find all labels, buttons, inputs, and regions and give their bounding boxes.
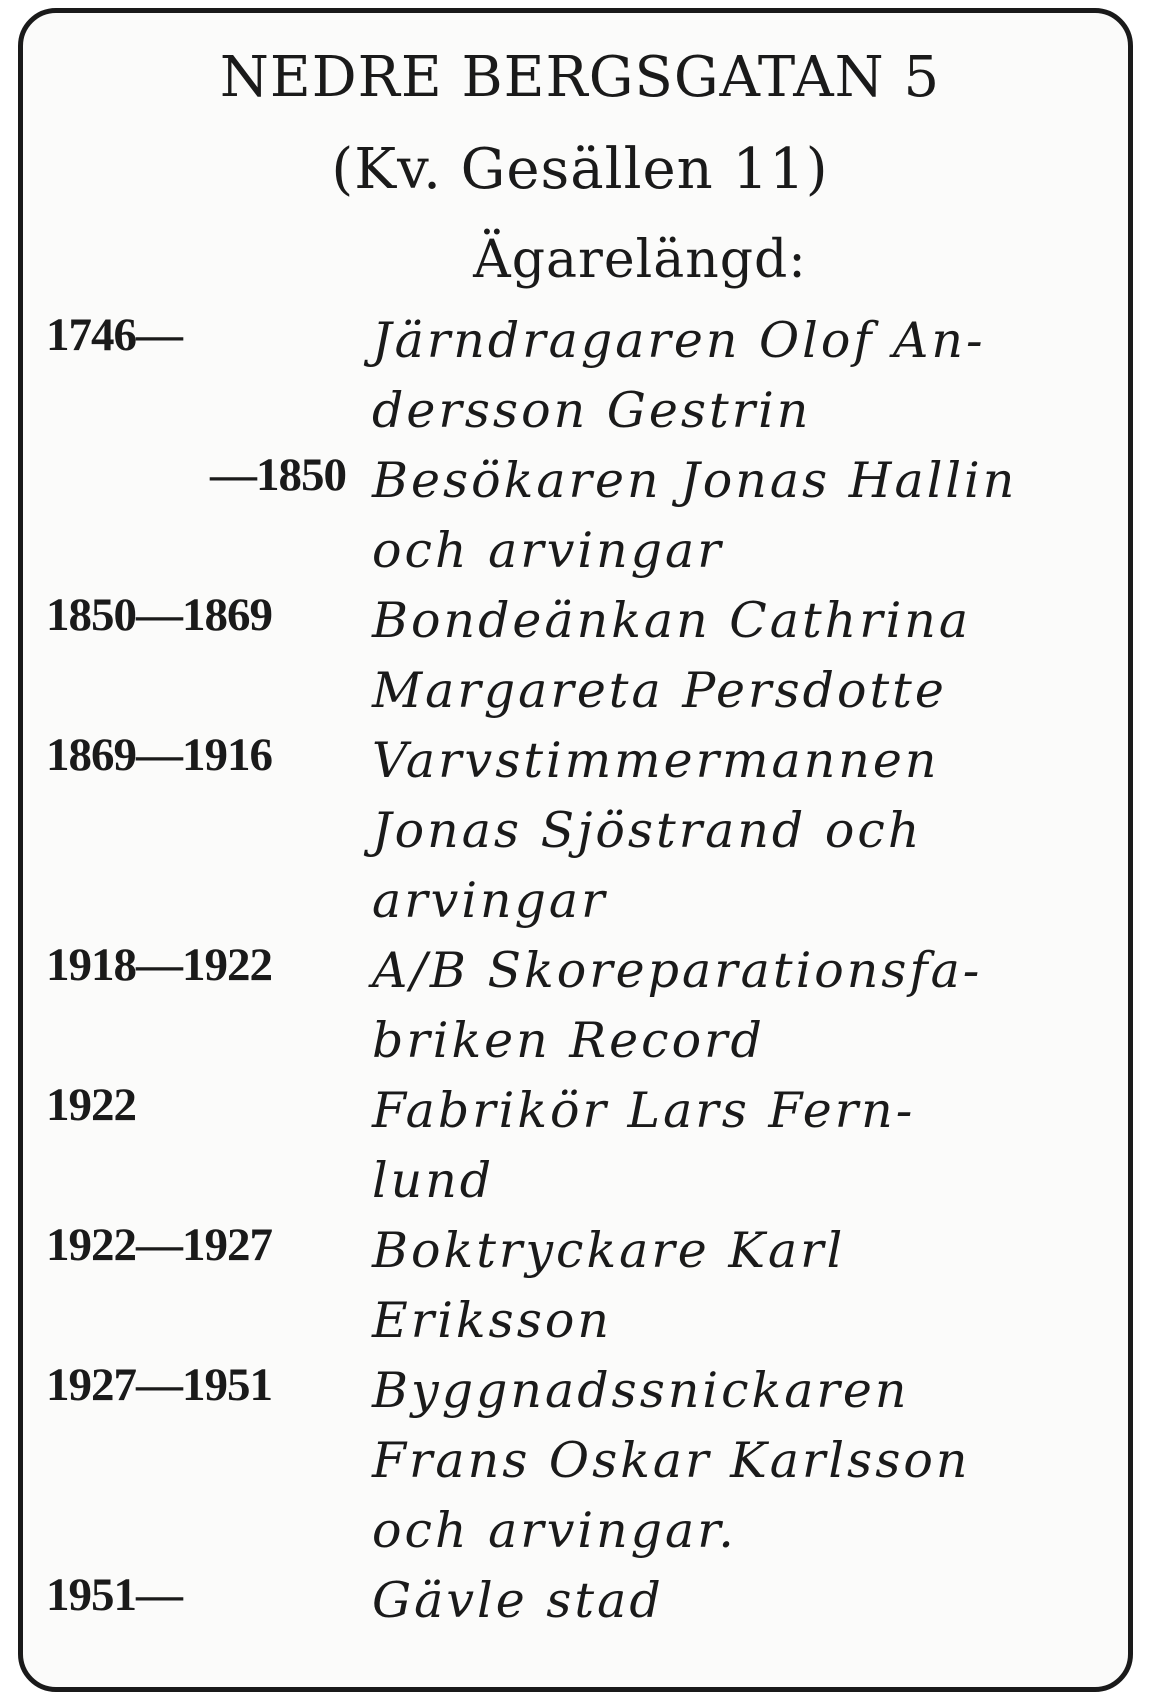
entry-years: 1951— bbox=[46, 1569, 182, 1621]
list-item bbox=[0, 586, 1160, 726]
page-title: NEDRE BERGSGATAN 5 bbox=[219, 45, 941, 110]
list-item bbox=[0, 446, 1160, 586]
entry-years: 1922—1927 bbox=[46, 1219, 272, 1271]
entry-years: 1922 bbox=[46, 1079, 136, 1131]
entry-owner: Besökaren Jonas Hallin och arvingar bbox=[372, 452, 1018, 579]
entry-owner: Boktryckare Karl Eriksson bbox=[372, 1222, 846, 1349]
entry-years: 1850—1869 bbox=[46, 589, 272, 641]
list-item bbox=[0, 1076, 1160, 1216]
list-item bbox=[0, 936, 1160, 1076]
entry-owner: Byggnadssnickaren Frans Oskar Karlsson och arvingar. bbox=[372, 1362, 971, 1559]
list-item bbox=[0, 306, 1160, 446]
entry-owner: Fabrikör Lars Fern- lund bbox=[372, 1082, 916, 1209]
list-item bbox=[0, 1216, 1160, 1356]
list-item bbox=[0, 1356, 1160, 1566]
entry-years: —1850 bbox=[210, 449, 346, 501]
entry-years: 1746— bbox=[46, 309, 182, 361]
page-subtitle: (Kv. Gesällen 11) bbox=[331, 137, 829, 202]
list-item bbox=[0, 726, 1160, 936]
entry-owner: Gävle stad bbox=[372, 1572, 664, 1629]
entry-owner: A/B Skoreparationsfa- briken Record bbox=[372, 942, 983, 1069]
entry-years: 1918—1922 bbox=[46, 939, 272, 991]
list-item bbox=[0, 1566, 1160, 1636]
entry-owner: Varvstimmermannen Jonas Sjöstrand och arvingar bbox=[372, 732, 940, 929]
entry-years: 1869—1916 bbox=[46, 729, 272, 781]
entry-owner: Bondeänkan Cathrina Margareta Persdotte bbox=[372, 592, 972, 719]
section-label: Ägarelängd: bbox=[473, 230, 807, 290]
entry-owner: Järndragaren Olof An- dersson Gestrin bbox=[372, 312, 986, 439]
entry-years: 1927—1951 bbox=[46, 1359, 272, 1411]
owner-list bbox=[0, 306, 1160, 1636]
